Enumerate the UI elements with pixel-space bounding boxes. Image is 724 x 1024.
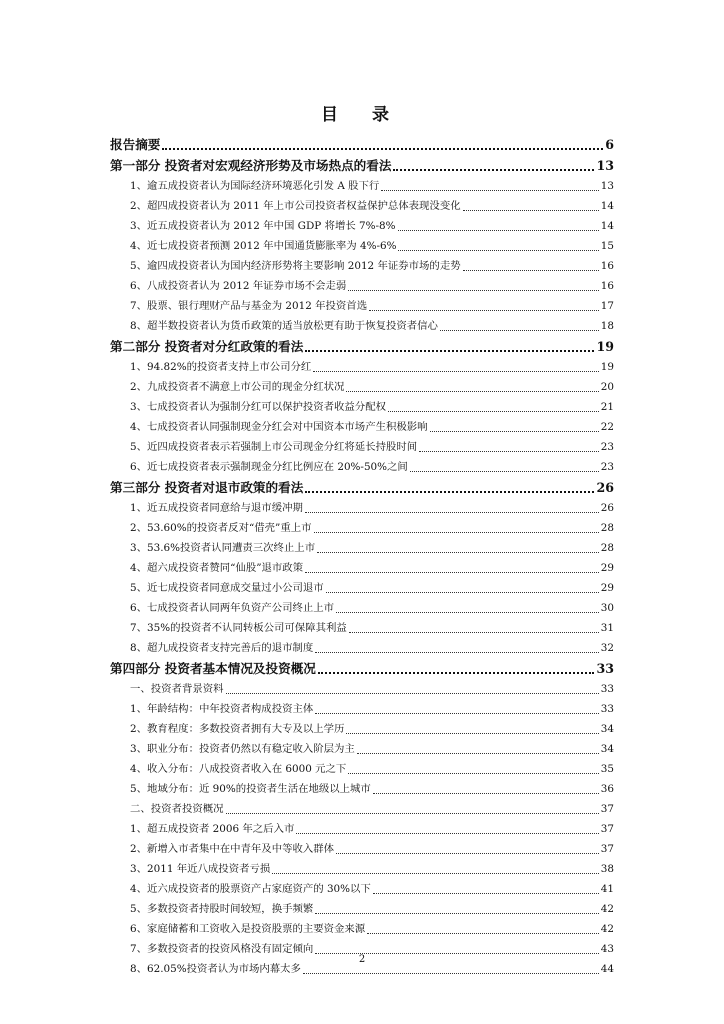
toc-entry-title: 第三部分 投资者对退市政策的看法 xyxy=(110,480,304,495)
toc-entry-title: 2、教育程度：多数投资者拥有大专及以上学历 xyxy=(130,723,345,735)
dot-leader xyxy=(305,349,594,352)
dot-leader xyxy=(373,892,599,894)
toc-page-number: 14 xyxy=(600,220,614,232)
toc-page-number: 13 xyxy=(596,158,614,173)
dot-leader xyxy=(313,370,598,372)
dot-leader xyxy=(315,712,599,714)
dot-leader xyxy=(463,269,599,271)
toc-entry-title: 8、超半数投资者认为货币政策的适当放松更有助于恢复投资者信心 xyxy=(130,320,438,332)
toc-page-number: 44 xyxy=(600,963,614,975)
toc-entry-title: 6、家庭储蓄和工资收入是投资股票的主要资金来源 xyxy=(130,923,366,935)
toc-entry[interactable] xyxy=(110,839,614,859)
table-of-contents xyxy=(110,134,614,979)
dot-leader xyxy=(326,591,599,593)
toc-entry-title: 1、近五成投资者同意给与退市缓冲期 xyxy=(130,502,303,514)
dot-leader xyxy=(349,631,599,633)
toc-entry[interactable] xyxy=(110,558,614,578)
toc-entry[interactable] xyxy=(110,799,614,819)
toc-entry[interactable] xyxy=(110,899,614,919)
dot-leader xyxy=(348,289,598,291)
toc-page-number: 21 xyxy=(600,401,614,413)
toc-entry-title: 3、2011 年近八成投资者亏损 xyxy=(130,863,271,875)
toc-entry[interactable] xyxy=(110,618,614,638)
dot-leader xyxy=(305,490,594,493)
toc-title: 目 录 xyxy=(321,105,403,125)
dot-leader xyxy=(346,732,598,734)
toc-entry-title: 2、九成投资者不满意上市公司的现金分红状况 xyxy=(130,381,345,393)
toc-entry[interactable] xyxy=(110,216,614,236)
toc-entry[interactable] xyxy=(110,276,614,296)
dot-leader xyxy=(419,450,599,452)
dot-leader xyxy=(336,611,599,613)
toc-entry[interactable] xyxy=(110,578,614,598)
toc-entry-title: 4、七成投资者认同强制现金分红会对中国资本市场产生积极影响 xyxy=(130,421,428,433)
toc-entry[interactable] xyxy=(110,377,614,397)
toc-entry-title: 6、近七成投资者表示强制现金分红比例应在 20%-50%之间 xyxy=(130,461,408,473)
dot-leader xyxy=(296,832,598,834)
dot-leader xyxy=(410,470,599,472)
toc-entry[interactable] xyxy=(110,437,614,457)
dot-leader xyxy=(318,671,595,674)
toc-page-number: 31 xyxy=(600,622,614,634)
toc-page-number: 30 xyxy=(600,602,614,614)
toc-entry-title: 3、近五成投资者认为 2012 年中国 GDP 将增长 7%-8% xyxy=(130,220,396,232)
dot-leader xyxy=(388,410,599,412)
toc-page-number: 13 xyxy=(600,180,614,192)
toc-page-number: 42 xyxy=(600,903,614,915)
toc-entry-title: 1、年龄结构：中年投资者构成投资主体 xyxy=(130,703,314,715)
toc-entry-title: 4、近六成投资者的股票资产占家庭资产的 30%以下 xyxy=(130,883,371,895)
toc-page-number: 22 xyxy=(600,421,614,433)
toc-entry[interactable] xyxy=(110,236,614,256)
toc-page-number: 32 xyxy=(600,642,614,654)
toc-section-heading[interactable] xyxy=(110,134,614,155)
dot-leader xyxy=(373,792,599,794)
page-number: 2 xyxy=(358,954,366,965)
toc-entry[interactable] xyxy=(110,498,614,518)
toc-page-number: 18 xyxy=(600,320,614,332)
toc-page-number: 41 xyxy=(600,883,614,895)
toc-entry-title: 4、收入分布：八成投资者收入在 6000 元之下 xyxy=(130,763,347,775)
dot-leader xyxy=(398,229,599,231)
toc-entry[interactable] xyxy=(110,719,614,739)
toc-entry[interactable] xyxy=(110,819,614,839)
toc-entry[interactable] xyxy=(110,538,614,558)
toc-entry[interactable] xyxy=(110,859,614,879)
dot-leader xyxy=(317,551,599,553)
toc-page-number: 23 xyxy=(600,441,614,453)
toc-entry[interactable] xyxy=(110,638,614,658)
dot-leader xyxy=(272,872,599,874)
toc-entry[interactable] xyxy=(110,879,614,899)
toc-entry-title: 7、多数投资者的投资风格没有固定倾向 xyxy=(130,943,314,955)
toc-entry-title: 5、多数投资者持股时间较短，换手频繁 xyxy=(130,903,314,915)
toc-entry-title: 7、股票、银行理财产品与基金为 2012 年投资首选 xyxy=(130,300,368,312)
dot-leader xyxy=(226,812,599,814)
toc-page-number: 28 xyxy=(600,542,614,554)
toc-entry-title: 5、地域分布：近 90%的投资者生活在地级以上城市 xyxy=(130,783,371,795)
dot-leader xyxy=(315,651,599,653)
toc-page-number: 15 xyxy=(600,240,614,252)
toc-entry-title: 8、超九成投资者支持完善后的退市制度 xyxy=(130,642,314,654)
toc-page-number: 36 xyxy=(600,783,614,795)
toc-entry-title: 4、超六成投资者赞同“仙股”退市政策 xyxy=(130,562,304,574)
dot-leader xyxy=(315,912,599,914)
toc-page-number: 16 xyxy=(600,280,614,292)
toc-entry-title: 第一部分 投资者对宏观经济形势及市场热点的看法 xyxy=(110,158,392,173)
toc-entry-title: 一、投资者背景资料 xyxy=(130,683,224,695)
toc-entry-title: 报告摘要 xyxy=(110,137,161,152)
toc-entry[interactable] xyxy=(110,296,614,316)
toc-entry-title: 二、投资者投资概况 xyxy=(130,803,224,815)
toc-page-number: 29 xyxy=(600,582,614,594)
toc-entry[interactable] xyxy=(110,919,614,939)
toc-entry[interactable] xyxy=(110,196,614,216)
toc-page-number: 6 xyxy=(605,137,614,152)
dot-leader xyxy=(303,972,599,974)
toc-page-number: 16 xyxy=(600,260,614,272)
toc-entry[interactable] xyxy=(110,598,614,618)
toc-entry-title: 5、逾四成投资者认为国内经济形势将主要影响 2012 年证券市场的走势 xyxy=(130,260,461,272)
dot-leader xyxy=(398,249,598,251)
dot-leader xyxy=(393,168,594,171)
toc-page-number: 37 xyxy=(600,823,614,835)
toc-entry-title: 3、职业分布：投资者仍然以有稳定收入阶层为主 xyxy=(130,743,355,755)
dot-leader xyxy=(430,430,599,432)
toc-section-heading[interactable] xyxy=(110,658,614,679)
toc-entry-title: 5、近七成投资者同意成交量过小公司退市 xyxy=(130,582,324,594)
toc-page-number: 37 xyxy=(600,803,614,815)
toc-entry-title: 1、94.82%的投资者支持上市公司分红 xyxy=(130,361,312,373)
toc-entry-title: 3、七成投资者认为强制分红可以保护投资者收益分配权 xyxy=(130,401,386,413)
toc-page-number: 37 xyxy=(600,843,614,855)
toc-entry[interactable] xyxy=(110,357,614,377)
dot-leader xyxy=(440,329,599,331)
toc-page-number: 33 xyxy=(596,661,614,676)
dot-leader xyxy=(314,531,599,533)
toc-entry-title: 第四部分 投资者基本情况及投资概况 xyxy=(110,661,316,676)
toc-entry-title: 2、新增入市者集中在中青年及中等收入群体 xyxy=(130,843,335,855)
toc-page-number: 17 xyxy=(600,300,614,312)
toc-page-number: 42 xyxy=(600,923,614,935)
toc-entry-title: 2、53.60%的投资者反对“借壳”重上市 xyxy=(130,522,312,534)
toc-entry-title: 1、逾五成投资者认为国际经济环境恶化引发 A 股下行 xyxy=(130,180,380,192)
toc-entry[interactable] xyxy=(110,397,614,417)
dot-leader xyxy=(463,209,599,211)
toc-section-heading[interactable] xyxy=(110,155,614,176)
toc-entry-title: 7、35%的投资者不认同转板公司可保障其利益 xyxy=(130,622,347,634)
toc-page-number: 34 xyxy=(600,723,614,735)
toc-entry[interactable] xyxy=(110,316,614,336)
dot-leader xyxy=(226,692,599,694)
toc-entry-title: 3、53.6%投资者认同遭责三次终止上市 xyxy=(130,542,316,554)
toc-entry-title: 第二部分 投资者对分红政策的看法 xyxy=(110,339,304,354)
dot-leader xyxy=(305,571,599,573)
toc-page-number: 19 xyxy=(596,339,614,354)
toc-page-number: 26 xyxy=(600,502,614,514)
dot-leader xyxy=(305,511,599,513)
dot-leader xyxy=(357,752,599,754)
dot-leader xyxy=(348,772,598,774)
toc-entry-title: 2、超四成投资者认为 2011 年上市公司投资者权益保护总体表现没变化 xyxy=(130,200,461,212)
toc-entry-title: 5、近四成投资者表示若强制上市公司现金分红将延长持股时间 xyxy=(130,441,418,453)
dot-leader xyxy=(346,390,598,392)
toc-entry[interactable] xyxy=(110,779,614,799)
toc-section-heading[interactable] xyxy=(110,477,614,498)
toc-page-number: 20 xyxy=(600,381,614,393)
dot-leader xyxy=(162,147,603,150)
toc-entry[interactable] xyxy=(110,518,614,538)
toc-entry-title: 6、七成投资者认同两年负资产公司终止上市 xyxy=(130,602,335,614)
toc-page-number: 33 xyxy=(600,683,614,695)
toc-page-number: 33 xyxy=(600,703,614,715)
toc-entry[interactable] xyxy=(110,699,614,719)
toc-entry-title: 4、近七成投资者预测 2012 年中国通货膨胀率为 4%-6% xyxy=(130,240,397,252)
toc-page-number: 19 xyxy=(600,361,614,373)
toc-page-number: 29 xyxy=(600,562,614,574)
dot-leader xyxy=(369,309,599,311)
dot-leader xyxy=(381,189,598,191)
toc-entry-title: 6、八成投资者认为 2012 年证券市场不会走弱 xyxy=(130,280,347,292)
toc-page-number: 43 xyxy=(600,943,614,955)
toc-page-number: 23 xyxy=(600,461,614,473)
toc-page-number: 26 xyxy=(596,480,614,495)
toc-entry-title: 8、62.05%投资者认为市场内幕太多 xyxy=(130,963,301,975)
toc-page-number: 28 xyxy=(600,522,614,534)
dot-leader xyxy=(336,852,599,854)
dot-leader xyxy=(367,932,599,934)
toc-entry[interactable] xyxy=(110,176,614,196)
toc-entry[interactable] xyxy=(110,256,614,276)
toc-entry[interactable] xyxy=(110,417,614,437)
toc-entry[interactable] xyxy=(110,679,614,699)
toc-entry[interactable] xyxy=(110,739,614,759)
toc-page-number: 34 xyxy=(600,743,614,755)
toc-entry-title: 1、超五成投资者 2006 年之后入市 xyxy=(130,823,295,835)
toc-entry[interactable] xyxy=(110,457,614,477)
toc-entry[interactable] xyxy=(110,759,614,779)
toc-page-number: 14 xyxy=(600,200,614,212)
toc-section-heading[interactable] xyxy=(110,336,614,357)
toc-page-number: 38 xyxy=(600,863,614,875)
toc-page-number: 35 xyxy=(600,763,614,775)
